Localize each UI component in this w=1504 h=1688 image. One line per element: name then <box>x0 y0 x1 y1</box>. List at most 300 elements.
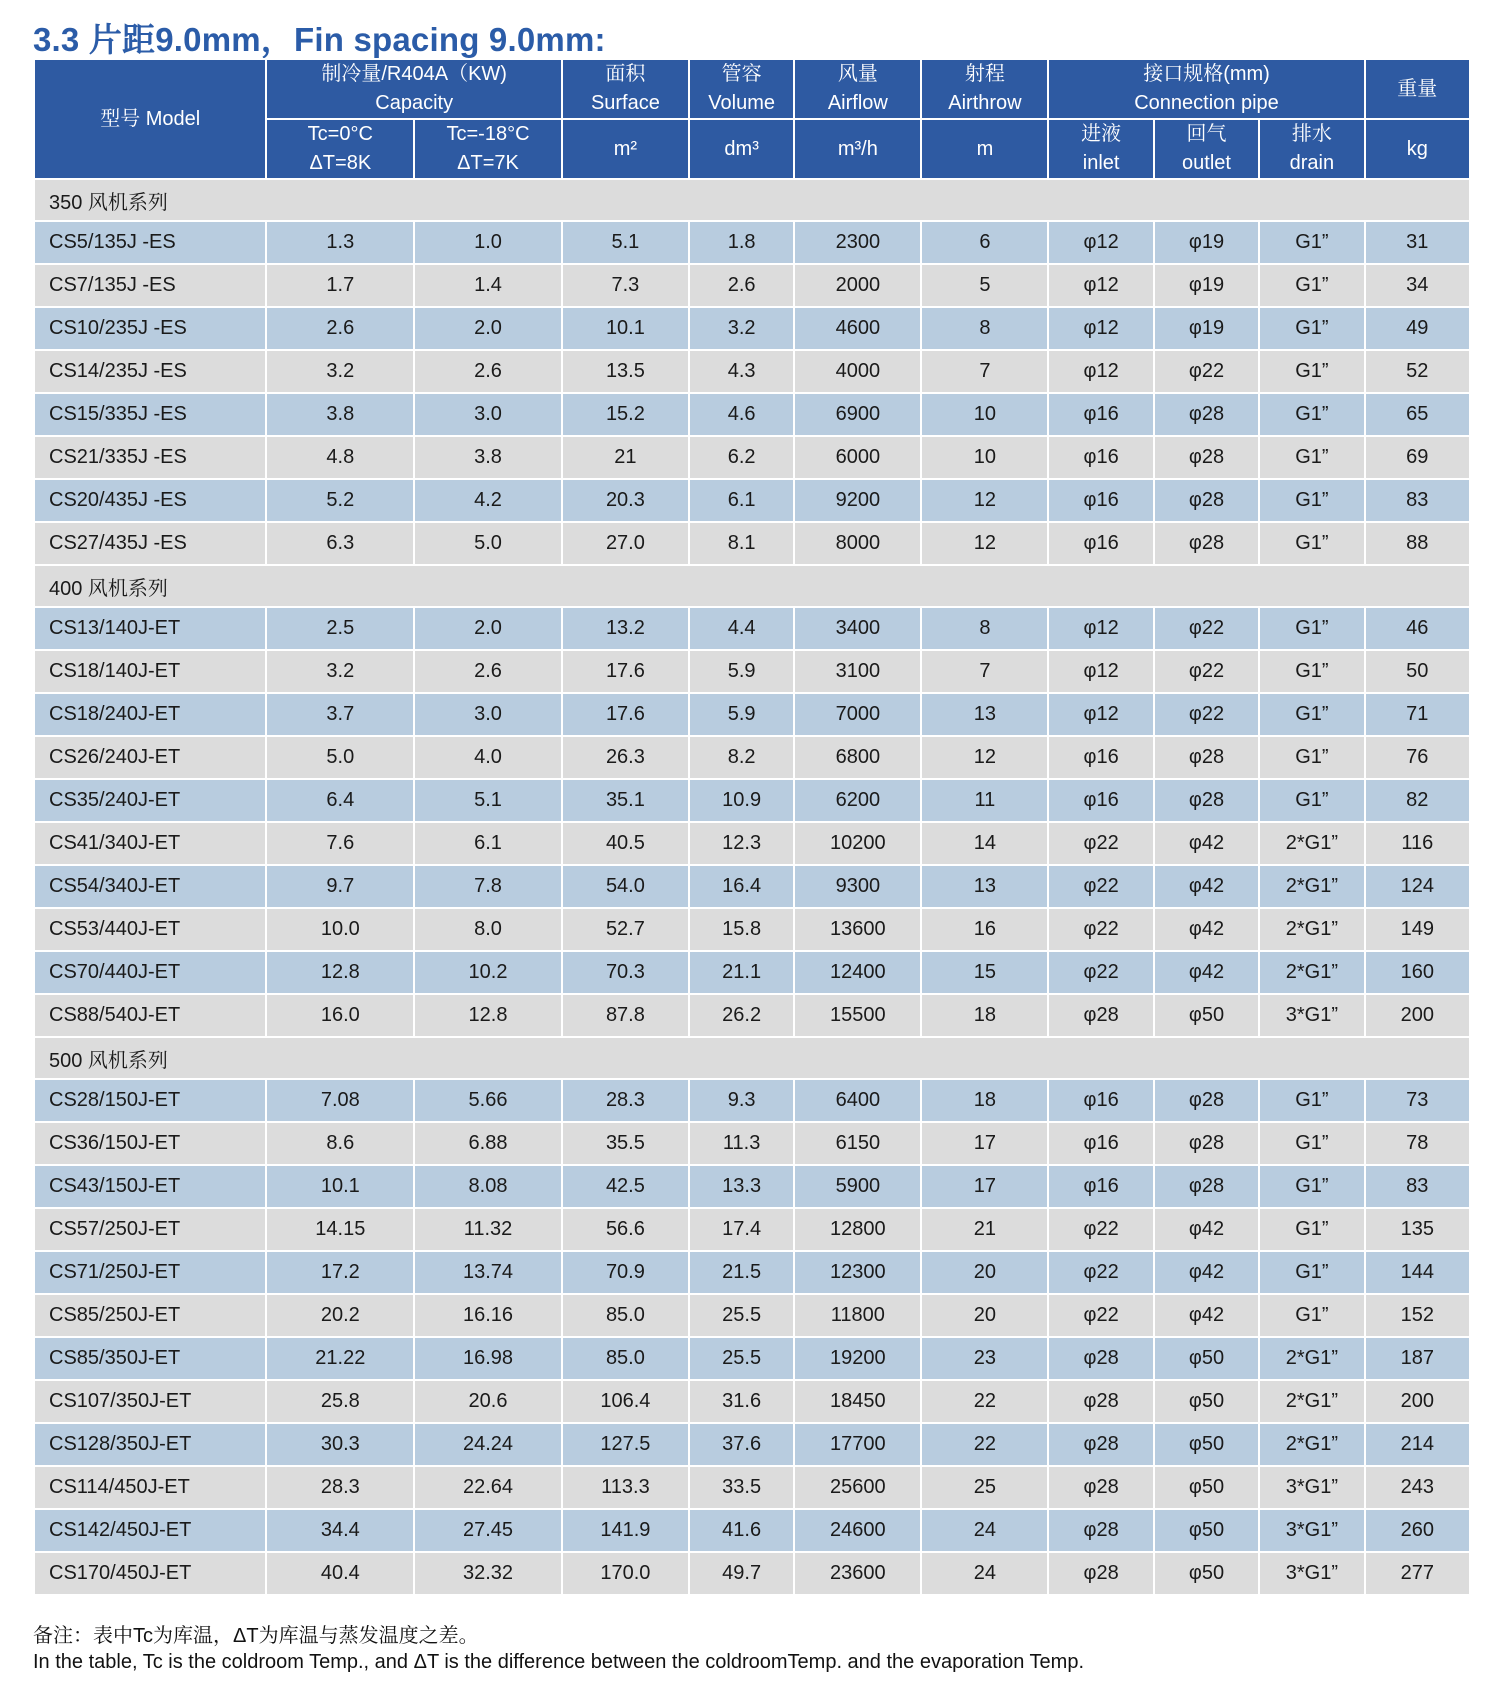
table-cell: φ12 <box>1048 307 1153 350</box>
header-weight-unit: kg <box>1365 119 1470 179</box>
table-row <box>34 736 1470 779</box>
table-cell: φ42 <box>1154 951 1259 994</box>
table-cell: 35.5 <box>562 1122 689 1165</box>
table-cell: 10.9 <box>689 779 794 822</box>
model-cell: CS18/240J-ET <box>34 693 266 736</box>
table-cell: φ12 <box>1048 221 1153 264</box>
table-cell: 116 <box>1365 822 1470 865</box>
table-cell: φ28 <box>1048 1423 1153 1466</box>
table-cell: 11800 <box>794 1294 921 1337</box>
table-cell: 144 <box>1365 1251 1470 1294</box>
table-cell: 4.3 <box>689 350 794 393</box>
table-cell: 12.8 <box>266 951 414 994</box>
table-cell: 10 <box>921 393 1048 436</box>
table-cell: 160 <box>1365 951 1470 994</box>
table-cell: 1.0 <box>414 221 562 264</box>
table-cell: 15.2 <box>562 393 689 436</box>
table-cell: 6200 <box>794 779 921 822</box>
table-cell: 37.6 <box>689 1423 794 1466</box>
table-cell: φ16 <box>1048 736 1153 779</box>
table-cell: 2.0 <box>414 607 562 650</box>
table-cell: 25.5 <box>689 1294 794 1337</box>
series-label: 500 风机系列 <box>34 1037 1470 1079</box>
table-cell: 3*G1” <box>1259 1466 1364 1509</box>
table-cell: 12800 <box>794 1208 921 1251</box>
series-row <box>34 179 1470 221</box>
table-cell: 7.3 <box>562 264 689 307</box>
table-cell: 85.0 <box>562 1337 689 1380</box>
table-cell: 5900 <box>794 1165 921 1208</box>
model-cell: CS128/350J-ET <box>34 1423 266 1466</box>
table-cell: φ42 <box>1154 865 1259 908</box>
header-airflow-unit: m³/h <box>794 119 921 179</box>
table-cell: 4.4 <box>689 607 794 650</box>
table-cell: 4.2 <box>414 479 562 522</box>
table-cell: 17 <box>921 1122 1048 1165</box>
header-inlet: 进液 inlet <box>1048 119 1153 179</box>
model-cell: CS57/250J-ET <box>34 1208 266 1251</box>
table-cell: 9200 <box>794 479 921 522</box>
table-row <box>34 822 1470 865</box>
table-cell: 19200 <box>794 1337 921 1380</box>
table-row <box>34 908 1470 951</box>
table-cell: φ50 <box>1154 1380 1259 1423</box>
table-cell: G1” <box>1259 264 1364 307</box>
table-cell: 18450 <box>794 1380 921 1423</box>
table-row <box>34 1294 1470 1337</box>
table-cell: 2.6 <box>414 650 562 693</box>
table-cell: φ28 <box>1154 436 1259 479</box>
table-cell: 7.08 <box>266 1079 414 1122</box>
table-row <box>34 264 1470 307</box>
table-cell: φ22 <box>1048 1294 1153 1337</box>
table-cell: G1” <box>1259 607 1364 650</box>
table-row <box>34 994 1470 1037</box>
table-cell: 3.2 <box>266 650 414 693</box>
table-cell: 70.3 <box>562 951 689 994</box>
table-cell: 6.1 <box>414 822 562 865</box>
table-cell: φ16 <box>1048 393 1153 436</box>
table-cell: 18 <box>921 1079 1048 1122</box>
table-body <box>34 179 1470 1595</box>
table-cell: φ12 <box>1048 607 1153 650</box>
table-cell: G1” <box>1259 1165 1364 1208</box>
table-cell: 21 <box>921 1208 1048 1251</box>
table-row <box>34 1079 1470 1122</box>
header-capacity: 制冷量/R404A（KW) Capacity <box>266 59 561 119</box>
table-cell: φ22 <box>1048 951 1153 994</box>
table-cell: φ28 <box>1154 1122 1259 1165</box>
table-cell: 16.16 <box>414 1294 562 1337</box>
table-cell: 65 <box>1365 393 1470 436</box>
table-row <box>34 436 1470 479</box>
table-cell: 34.4 <box>266 1509 414 1552</box>
table-cell: 3.8 <box>414 436 562 479</box>
table-cell: 27.0 <box>562 522 689 565</box>
series-row <box>34 565 1470 607</box>
table-cell: 20.2 <box>266 1294 414 1337</box>
table-cell: φ28 <box>1154 479 1259 522</box>
table-row <box>34 1380 1470 1423</box>
model-cell: CS14/235J -ES <box>34 350 266 393</box>
model-cell: CS35/240J-ET <box>34 779 266 822</box>
table-cell: 6 <box>921 221 1048 264</box>
table-cell: 69 <box>1365 436 1470 479</box>
table-cell: 16 <box>921 908 1048 951</box>
table-cell: 16.0 <box>266 994 414 1037</box>
table-cell: 7 <box>921 350 1048 393</box>
table-cell: 21.5 <box>689 1251 794 1294</box>
table-cell: φ28 <box>1048 1337 1153 1380</box>
model-cell: CS28/150J-ET <box>34 1079 266 1122</box>
table-cell: G1” <box>1259 736 1364 779</box>
table-cell: 15 <box>921 951 1048 994</box>
table-cell: 7.6 <box>266 822 414 865</box>
table-cell: 3400 <box>794 607 921 650</box>
model-cell: CS170/450J-ET <box>34 1552 266 1595</box>
table-cell: 1.4 <box>414 264 562 307</box>
table-cell: φ28 <box>1048 994 1153 1037</box>
table-cell: 56.6 <box>562 1208 689 1251</box>
table-cell: φ28 <box>1154 1165 1259 1208</box>
table-cell: 17.4 <box>689 1208 794 1251</box>
table-cell: φ19 <box>1154 307 1259 350</box>
model-cell: CS13/140J-ET <box>34 607 266 650</box>
table-cell: 83 <box>1365 1165 1470 1208</box>
table-row <box>34 1165 1470 1208</box>
table-cell: φ28 <box>1048 1552 1153 1595</box>
table-cell: G1” <box>1259 650 1364 693</box>
table-row <box>34 607 1470 650</box>
table-cell: 82 <box>1365 779 1470 822</box>
table-cell: 141.9 <box>562 1509 689 1552</box>
model-cell: CS53/440J-ET <box>34 908 266 951</box>
table-cell: 83 <box>1365 479 1470 522</box>
table-row <box>34 865 1470 908</box>
table-cell: 23600 <box>794 1552 921 1595</box>
table-cell: φ28 <box>1048 1466 1153 1509</box>
header-airthrow: 射程 Airthrow <box>921 59 1048 119</box>
table-cell: 4.6 <box>689 393 794 436</box>
table-cell: 27.45 <box>414 1509 562 1552</box>
table-cell: 12 <box>921 479 1048 522</box>
footnote-en: In the table, Tc is the coldroom Temp., and ΔT is the difference between the coldroomTemp. and the evaporation Temp. <box>33 1651 1085 1673</box>
table-cell: 2.6 <box>414 350 562 393</box>
table-row <box>34 221 1470 264</box>
header-weight: 重量 <box>1365 59 1470 119</box>
model-cell: CS85/350J-ET <box>34 1337 266 1380</box>
header-airflow: 风量 Airflow <box>794 59 921 119</box>
model-cell: CS18/140J-ET <box>34 650 266 693</box>
table-cell: 2*G1” <box>1259 1423 1364 1466</box>
table-cell: 3*G1” <box>1259 1552 1364 1595</box>
table-cell: 10.1 <box>266 1165 414 1208</box>
table-cell: G1” <box>1259 1208 1364 1251</box>
table-cell: 135 <box>1365 1208 1470 1251</box>
table-cell: 52.7 <box>562 908 689 951</box>
table-cell: 24 <box>921 1509 1048 1552</box>
table-cell: φ50 <box>1154 1423 1259 1466</box>
table-cell: 35.1 <box>562 779 689 822</box>
table-cell: 32.32 <box>414 1552 562 1595</box>
table-cell: 24 <box>921 1552 1048 1595</box>
table-cell: φ12 <box>1048 650 1153 693</box>
table-cell: 6000 <box>794 436 921 479</box>
table-row <box>34 522 1470 565</box>
model-cell: CS5/135J -ES <box>34 221 266 264</box>
table-cell: 25 <box>921 1466 1048 1509</box>
table-cell: φ28 <box>1048 1380 1153 1423</box>
table-cell: 50 <box>1365 650 1470 693</box>
table-cell: 25.8 <box>266 1380 414 1423</box>
table-row <box>34 1122 1470 1165</box>
table-row <box>34 1423 1470 1466</box>
table-cell: 16.98 <box>414 1337 562 1380</box>
table-cell: 170.0 <box>562 1552 689 1595</box>
spec-table <box>33 58 1471 1596</box>
table-cell: 5.9 <box>689 693 794 736</box>
table-cell: 2*G1” <box>1259 1337 1364 1380</box>
table-cell: 7000 <box>794 693 921 736</box>
table-cell: 2300 <box>794 221 921 264</box>
table-header <box>34 59 1470 179</box>
table-cell: φ28 <box>1154 1079 1259 1122</box>
page-title: 3.3 片距9.0mm，Fin spacing 9.0mm: <box>33 21 606 58</box>
table-cell: 3.0 <box>414 393 562 436</box>
table-cell: 3100 <box>794 650 921 693</box>
table-cell: φ50 <box>1154 1509 1259 1552</box>
table-cell: 9.7 <box>266 865 414 908</box>
table-cell: φ22 <box>1048 1251 1153 1294</box>
table-cell: 8.08 <box>414 1165 562 1208</box>
table-cell: 3*G1” <box>1259 1509 1364 1552</box>
table-cell: φ28 <box>1154 522 1259 565</box>
table-cell: 260 <box>1365 1509 1470 1552</box>
table-cell: 200 <box>1365 994 1470 1037</box>
table-row <box>34 479 1470 522</box>
table-cell: 16.4 <box>689 865 794 908</box>
table-cell: 7.8 <box>414 865 562 908</box>
table-cell: 2.6 <box>266 307 414 350</box>
table-cell: 25600 <box>794 1466 921 1509</box>
table-cell: G1” <box>1259 1122 1364 1165</box>
table-cell: 8 <box>921 307 1048 350</box>
table-cell: 8.6 <box>266 1122 414 1165</box>
table-cell: φ28 <box>1154 393 1259 436</box>
table-cell: 21.1 <box>689 951 794 994</box>
table-cell: 26.2 <box>689 994 794 1037</box>
table-cell: 18 <box>921 994 1048 1037</box>
table-cell: 22.64 <box>414 1466 562 1509</box>
table-cell: 21 <box>562 436 689 479</box>
table-cell: 13.74 <box>414 1251 562 1294</box>
table-cell: 31.6 <box>689 1380 794 1423</box>
table-cell: 88 <box>1365 522 1470 565</box>
table-cell: 6.3 <box>266 522 414 565</box>
table-cell: φ22 <box>1048 1208 1153 1251</box>
table-cell: 40.5 <box>562 822 689 865</box>
table-cell: 5.1 <box>562 221 689 264</box>
table-cell: 1.3 <box>266 221 414 264</box>
table-cell: φ42 <box>1154 1251 1259 1294</box>
table-cell: φ22 <box>1154 350 1259 393</box>
model-cell: CS85/250J-ET <box>34 1294 266 1337</box>
table-cell: 76 <box>1365 736 1470 779</box>
table-cell: φ16 <box>1048 779 1153 822</box>
table-cell: G1” <box>1259 693 1364 736</box>
table-cell: 3.7 <box>266 693 414 736</box>
table-cell: φ42 <box>1154 1294 1259 1337</box>
table-cell: 12.3 <box>689 822 794 865</box>
table-cell: 2*G1” <box>1259 1380 1364 1423</box>
table-cell: φ50 <box>1154 1337 1259 1380</box>
table-cell: φ16 <box>1048 1079 1153 1122</box>
table-cell: 24.24 <box>414 1423 562 1466</box>
table-cell: 6400 <box>794 1079 921 1122</box>
header-model: 型号 Model <box>34 59 266 179</box>
model-cell: CS107/350J-ET <box>34 1380 266 1423</box>
table-cell: 22 <box>921 1380 1048 1423</box>
table-cell: 11.32 <box>414 1208 562 1251</box>
table-cell: 13.2 <box>562 607 689 650</box>
table-cell: 243 <box>1365 1466 1470 1509</box>
table-cell: 6.1 <box>689 479 794 522</box>
table-cell: 12.8 <box>414 994 562 1037</box>
table-cell: G1” <box>1259 522 1364 565</box>
table-cell: φ19 <box>1154 264 1259 307</box>
table-cell: 9300 <box>794 865 921 908</box>
table-cell: 6.88 <box>414 1122 562 1165</box>
table-row <box>34 650 1470 693</box>
table-cell: 3.8 <box>266 393 414 436</box>
header-outlet: 回气 outlet <box>1154 119 1259 179</box>
table-cell: 152 <box>1365 1294 1470 1337</box>
table-cell: 5.2 <box>266 479 414 522</box>
table-cell: 10.1 <box>562 307 689 350</box>
table-cell: 17 <box>921 1165 1048 1208</box>
table-cell: 5.0 <box>266 736 414 779</box>
table-row <box>34 1337 1470 1380</box>
table-cell: 6.4 <box>266 779 414 822</box>
table-cell: φ22 <box>1154 650 1259 693</box>
table-cell: 13 <box>921 865 1048 908</box>
table-cell: 1.7 <box>266 264 414 307</box>
table-cell: 34 <box>1365 264 1470 307</box>
table-cell: φ50 <box>1154 1466 1259 1509</box>
table-cell: 6.2 <box>689 436 794 479</box>
table-cell: φ28 <box>1154 779 1259 822</box>
table-cell: 7 <box>921 650 1048 693</box>
table-cell: 85.0 <box>562 1294 689 1337</box>
table-cell: 113.3 <box>562 1466 689 1509</box>
table-cell: G1” <box>1259 350 1364 393</box>
table-row <box>34 1251 1470 1294</box>
table-cell: 31 <box>1365 221 1470 264</box>
header-volume-unit: dm³ <box>689 119 794 179</box>
table-cell: φ12 <box>1048 693 1153 736</box>
model-cell: CS114/450J-ET <box>34 1466 266 1509</box>
table-cell: φ12 <box>1048 264 1153 307</box>
table-cell: 149 <box>1365 908 1470 951</box>
table-row <box>34 350 1470 393</box>
table-cell: φ22 <box>1154 693 1259 736</box>
table-cell: 14 <box>921 822 1048 865</box>
table-cell: φ16 <box>1048 1122 1153 1165</box>
header-airthrow-unit: m <box>921 119 1048 179</box>
table-cell: φ22 <box>1048 865 1153 908</box>
table-cell: 20.6 <box>414 1380 562 1423</box>
table-cell: 40.4 <box>266 1552 414 1595</box>
table-cell: 1.8 <box>689 221 794 264</box>
table-cell: 46 <box>1365 607 1470 650</box>
table-cell: φ19 <box>1154 221 1259 264</box>
table-cell: 3.2 <box>266 350 414 393</box>
table-cell: 4000 <box>794 350 921 393</box>
table-cell: 10 <box>921 436 1048 479</box>
table-cell: 2*G1” <box>1259 822 1364 865</box>
table-cell: G1” <box>1259 393 1364 436</box>
table-cell: φ42 <box>1154 908 1259 951</box>
table-cell: φ16 <box>1048 479 1153 522</box>
table-cell: 106.4 <box>562 1380 689 1423</box>
table-cell: 17.6 <box>562 650 689 693</box>
table-cell: G1” <box>1259 1079 1364 1122</box>
table-cell: 9.3 <box>689 1079 794 1122</box>
table-cell: 20 <box>921 1294 1048 1337</box>
table-cell: 13 <box>921 693 1048 736</box>
model-cell: CS7/135J -ES <box>34 264 266 307</box>
table-cell: 187 <box>1365 1337 1470 1380</box>
model-cell: CS41/340J-ET <box>34 822 266 865</box>
footnote-cn: 备注：表中Tc为库温，ΔT为库温与蒸发温度之差。 <box>33 1625 479 1647</box>
table-cell: 20.3 <box>562 479 689 522</box>
table-cell: 5.66 <box>414 1079 562 1122</box>
table-row <box>34 1208 1470 1251</box>
table-row <box>34 1509 1470 1552</box>
table-cell: 8.2 <box>689 736 794 779</box>
table-cell: 12 <box>921 522 1048 565</box>
series-label: 400 风机系列 <box>34 565 1470 607</box>
table-cell: 20 <box>921 1251 1048 1294</box>
model-cell: CS54/340J-ET <box>34 865 266 908</box>
table-cell: φ50 <box>1154 1552 1259 1595</box>
table-cell: φ12 <box>1048 350 1153 393</box>
table-row <box>34 951 1470 994</box>
header-tc0: Tc=0°C ΔT=8K <box>266 119 414 179</box>
table-cell: 15500 <box>794 994 921 1037</box>
table-cell: 10.2 <box>414 951 562 994</box>
table-cell: 25.5 <box>689 1337 794 1380</box>
table-cell: 70.9 <box>562 1251 689 1294</box>
table-cell: 4.8 <box>266 436 414 479</box>
table-cell: 5.1 <box>414 779 562 822</box>
table-cell: 6800 <box>794 736 921 779</box>
table-cell: 87.8 <box>562 994 689 1037</box>
table-cell: φ22 <box>1048 822 1153 865</box>
table-cell: 73 <box>1365 1079 1470 1122</box>
table-cell: 30.3 <box>266 1423 414 1466</box>
table-row <box>34 1552 1470 1595</box>
table-cell: 13600 <box>794 908 921 951</box>
table-cell: φ16 <box>1048 436 1153 479</box>
table-cell: 10200 <box>794 822 921 865</box>
table-cell: 8000 <box>794 522 921 565</box>
table-cell: φ16 <box>1048 1165 1153 1208</box>
table-cell: φ22 <box>1048 908 1153 951</box>
table-cell: φ28 <box>1048 1509 1153 1552</box>
table-cell: 2*G1” <box>1259 951 1364 994</box>
table-cell: 26.3 <box>562 736 689 779</box>
